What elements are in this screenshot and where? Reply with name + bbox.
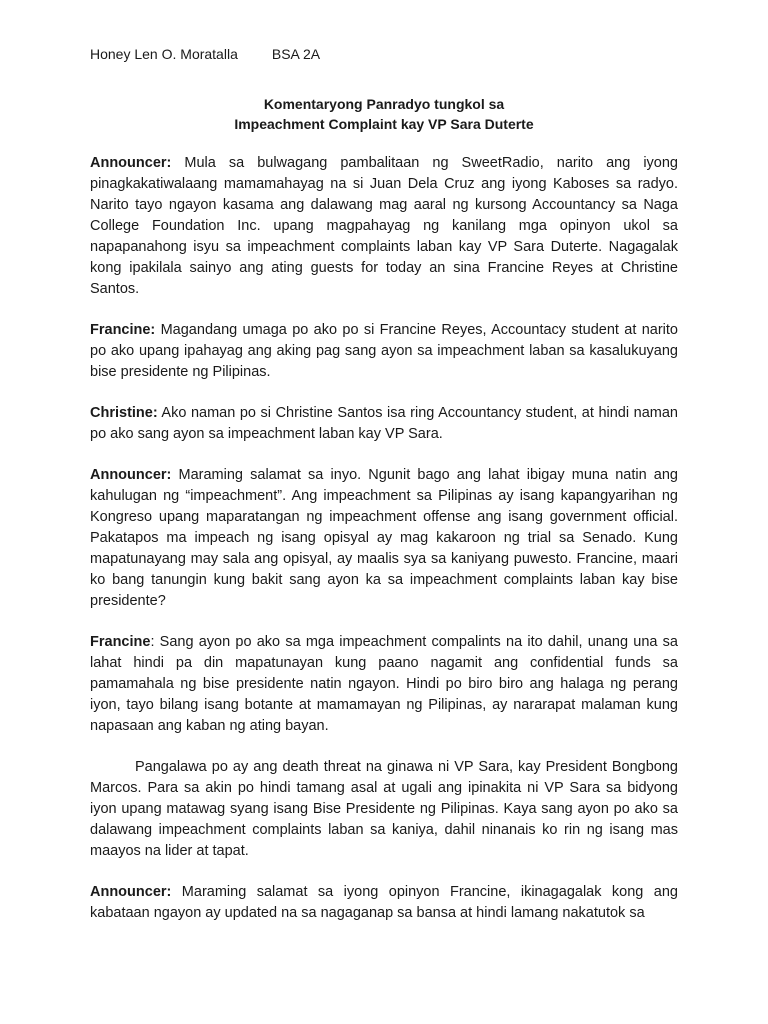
speaker-label: Francine: bbox=[90, 322, 156, 338]
speaker-label: Announcer: bbox=[90, 467, 172, 483]
document-header bbox=[90, 46, 320, 62]
title-line-2: Impeachment Complaint kay VP Sara Duterte bbox=[234, 116, 534, 132]
speaker-label: Francine bbox=[90, 634, 151, 650]
paragraph-text: Maraming salamat sa iyong opinyon Francine, ikinagagalak kong ang kabataan ngayon ay updated na sa nagaganap sa bansa at hindi lamang nakatutok sa bbox=[90, 884, 678, 921]
paragraph-text: Ako naman po si Christine Santos isa ring Accountancy student, at hindi naman po ako sang ayon sa impeachment laban kay VP Sara. bbox=[90, 405, 678, 442]
paragraph-announcer-definition bbox=[90, 465, 678, 612]
paragraph-francine-intro bbox=[90, 320, 678, 383]
course-section: BSA 2A bbox=[271, 46, 321, 62]
paragraph-francine-argument-1 bbox=[90, 632, 678, 737]
speaker-label: Announcer: bbox=[90, 155, 172, 171]
document-body bbox=[90, 153, 678, 944]
paragraph-text: : Sang ayon po ako sa mga impeachment compalints na ito dahil, unang una sa lahat hindi pa din mapatunayan kung paano nagamit ang confidential funds sa pamamahala ng bise presidente natin ngayon. Hindi po biro biro ang halaga ng perang iyon, tayo bilang isang botante at mamamayan ng Pilipinas, ay nararapat malaman kung napasaan ang kaban ng ating bayan. bbox=[90, 634, 678, 734]
paragraph-announcer-intro bbox=[90, 153, 678, 300]
author-name: Honey Len O. Moratalla bbox=[90, 46, 238, 62]
title-line-1: Komentaryong Panradyo tungkol sa bbox=[263, 96, 505, 112]
speaker-label: Christine: bbox=[90, 405, 158, 421]
paragraph-text: Magandang umaga po ako po si Francine Reyes, Accountacy student at narito po ako upang ipahayag ang aking pag sang ayon sa impeachment laban sa kasalukuyang bise presidente ng Pilipinas. bbox=[90, 322, 678, 380]
paragraph-francine-argument-2 bbox=[90, 757, 678, 862]
speaker-label: Announcer: bbox=[90, 884, 172, 900]
paragraph-text: Pangalawa po ay ang death threat na ginawa ni VP Sara, kay President Bongbong Marcos. Para sa akin po hindi tamang asal at ugali ang ipinakita ni VP Sara sa bidyong iyon upang matawag syang isang Bise Presidente ng Pilipinas. Kaya sang ayon po ako sa dalawang impeachment complaints laban sa kaniya, dahil ninanais ko rin ng isang mas maayos na lider at tapat. bbox=[90, 759, 678, 859]
paragraph-text: Maraming salamat sa inyo. Ngunit bago ang lahat ibigay muna natin ang kahulugan ng “impeachment”. Ang impeachment sa Pilipinas ay isang kapangyarihan ng Kongreso upang maparatangan ng impeachment offense ang isang government official. Pakatapos ma impeach ng isang opisyal ay mag kakaroon ng trial sa Senado. Kung mapatunayang may sala ang opisyal, ay maalis sya sa kaniyang puwesto. Francine, maari ko bang tanungin kung bakit sang ayon ka sa impeachment complaints laban kay bise presidente? bbox=[90, 467, 678, 609]
paragraph-christine-intro bbox=[90, 403, 678, 445]
paragraph-announcer-response bbox=[90, 882, 678, 924]
document-title bbox=[90, 94, 678, 134]
paragraph-text: Mula sa bulwagang pambalitaan ng SweetRadio, narito ang iyong pinagkakatiwalaang mamamahayag na si Juan Dela Cruz ang iyong Kaboses sa radyo. Narito tayo ngayon kasama ang dalawang mag aaral ng kursong Accountancy sa Naga College Foundation Inc. upang magpahayag ng kanilang mga opinyon ukol sa napapanahong isyu sa impeachment complaints laban kay VP Sara Duterte. Nagagalak kong ipakilala sainyo ang ating guests for today an sina Francine Reyes at Christine Santos. bbox=[90, 155, 678, 297]
